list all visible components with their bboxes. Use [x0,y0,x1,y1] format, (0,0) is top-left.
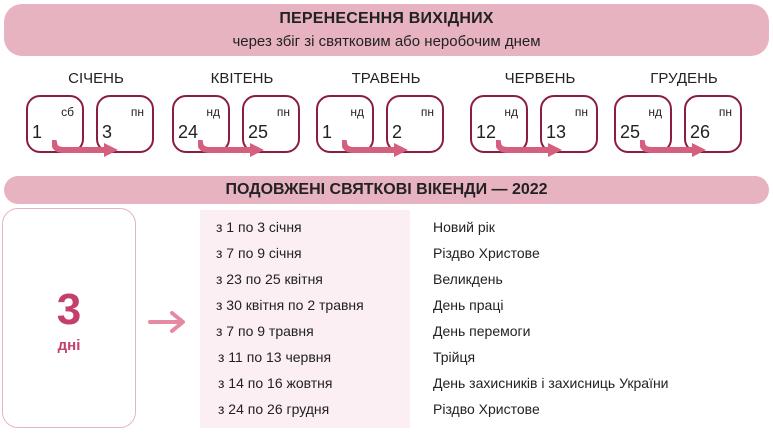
to-day: 2 [392,122,403,142]
to-day: 26 [690,122,711,142]
transfer-arrow-icon [342,140,412,160]
from-day: 1 [32,122,43,142]
dates-panel [200,210,410,428]
holiday-name: Різдво Христове [433,245,540,261]
chevron-right-arrow-icon [148,310,188,334]
to-weekday: пн [718,105,732,119]
month-name: СІЧЕНЬ [68,70,124,87]
date-range: з 14 по 16 жовтня [218,375,333,391]
days-count-label: дні [57,337,81,354]
date-range: з 7 по 9 травня [216,323,314,339]
from-weekday: нд [504,105,518,119]
to-weekday: пн [130,105,144,119]
month-name: ТРАВЕНЬ [351,70,421,87]
transfer-arrow-icon [198,140,268,160]
month-name: ГРУДЕНЬ [650,70,718,87]
holiday-name: Трійця [433,349,476,365]
from-weekday: нд [648,105,662,119]
date-range: з 30 квітня по 2 травня [216,297,364,313]
holiday-name: День праці [433,297,504,313]
from-day: 24 [178,122,199,142]
transfer-header-banner [4,4,769,56]
transfer-arrow-icon [52,140,122,160]
month-name: ЧЕРВЕНЬ [504,70,576,87]
from-day: 25 [620,122,641,142]
weekends-header-banner [4,176,769,204]
days-count-card [2,208,136,428]
to-weekday: пн [276,105,290,119]
date-range: з 7 по 9 січня [216,245,302,261]
holiday-name: Новий рік [433,219,495,235]
date-range: з 24 по 26 грудня [218,401,330,417]
to-day: 3 [102,122,113,142]
transfer-arrow-icon [640,140,710,160]
days-count-number: 3 [56,285,82,334]
from-day: 1 [322,122,333,142]
date-range: з 1 по 3 січня [216,219,302,235]
from-weekday: нд [206,105,220,119]
transfer-arrow-icon [496,140,566,160]
holiday-name: Великдень [433,271,503,287]
holiday-name: День захисників і захисниць України [433,375,669,391]
holiday-name: День перемоги [433,323,531,339]
date-range: з 23 по 25 квітня [216,271,323,287]
to-weekday: пн [574,105,588,119]
date-range: з 11 по 13 червня [218,349,332,365]
to-day: 25 [248,122,269,142]
holiday-name: Різдво Христове [433,401,540,417]
weekends-title: ПОДОВЖЕНІ СВЯТКОВІ ВІКЕНДИ — 2022 [225,181,548,198]
transfer-subtitle: через збіг зі святковим або неробочим днем [232,33,541,50]
to-weekday: пн [420,105,434,119]
transfer-title: ПЕРЕНЕСЕННЯ ВИХІДНИХ [279,10,494,27]
month-name: КВІТЕНЬ [210,70,274,87]
to-day: 13 [546,122,567,142]
from-weekday: сб [61,105,74,119]
from-weekday: нд [350,105,364,119]
from-day: 12 [476,122,497,142]
